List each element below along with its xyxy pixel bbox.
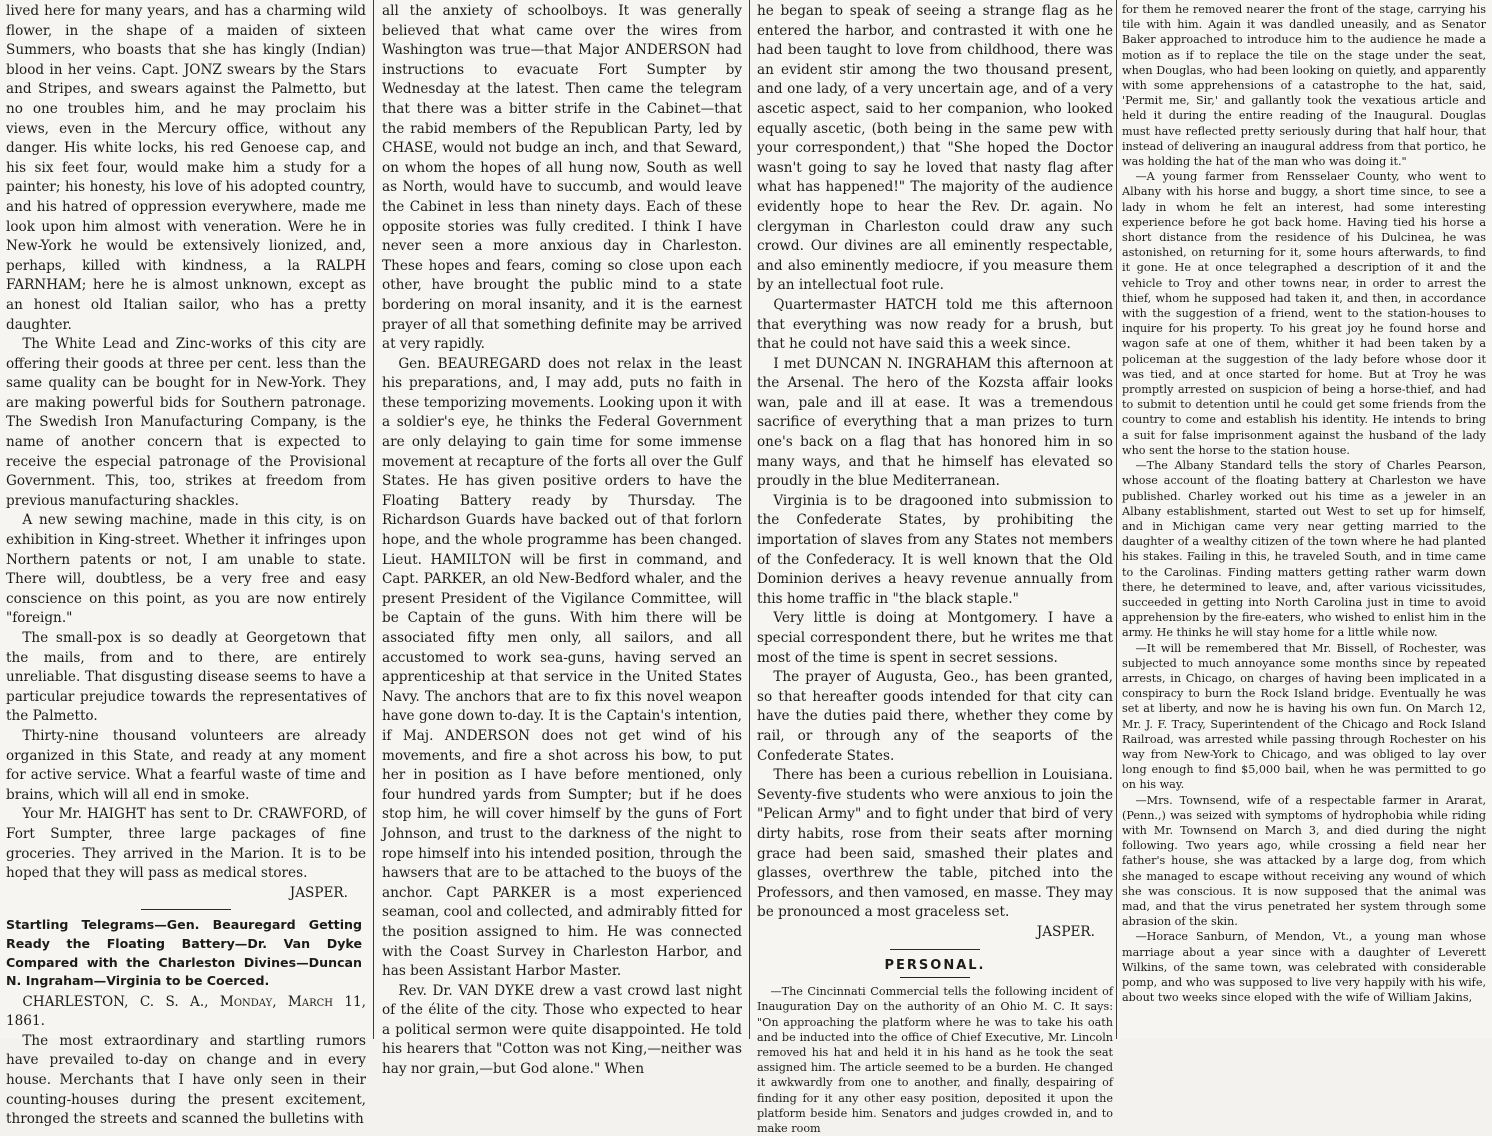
paragraph: Virginia is to be dragooned into submission to the Confederate States, by prohibiting the importation of slaves from any States not members of the Confederacy. It is well known that the Old Dominion derives a heavy revenue annually from this home traffic in "the black staple." xyxy=(757,492,1113,607)
article-headline: Startling Telegrams—Gen. Beauregard Getting Ready the Floating Battery—Dr. Van Dyke Compared with the Charleston Divines—Duncan N. Ingraham—Virginia to be Coerced. xyxy=(6,917,362,989)
paragraph: There has been a curious rebellion in Louisiana. Seventy-five students who were anxious to join the "Pelican Army" and to fight under that bird of very dirty habits, rose from their seats after morning grace had been said, smashed their plates and glasses, overthrew the table, pitched into the Professors, and then vamosed, en masse. They may be pronounced a most graceless set. xyxy=(757,767,1113,921)
section-underline xyxy=(900,977,970,978)
paragraph: lived here for many years, and has a charming wild flower, in the shape of a maiden of sixteen Summers, who boasts that she has kingly (Indian) blood in her veins. Capt. JONZ swears by the Stars and Stripes, and swears against the Palmetto, but no one troubles him, and he may proclaim his views, even in the Mercury office, without any danger. His white locks, his red Genoese cap, and his six feet four, would make him a study for a painter; his honesty, his love of his adopted country, and his hatred of oppression everywhere, made me look upon him almost with veneration. Were he in New-York he would be extensively lionized, and, perhaps, killed with kindness, a la RALPH FARNHAM; here he is almost unknown, except as an honest old Italian sailor, who has a pretty daughter. xyxy=(6,3,366,333)
column-rule xyxy=(1116,0,1117,1039)
paragraph: Thirty-nine thousand volunteers are already organized in this State, and ready at any moment for active service. What a fearful waste of time and brains, which will all end in smoke. xyxy=(6,727,366,803)
column-4 xyxy=(1122,2,1486,1039)
paragraph: —Mrs. Townsend, wife of a respectable farmer in Ararat, (Penn.,) was seized with symptoms of hydrophobia while riding with Mr. Townsend on March 3, and died during the night following. Two years ago, while crossing a field near her father's house, she was attacked by a large dog, from which she managed to escape without receiving any wound of which she was conscious. It is now supposed that the animal was mad, and that the virus penetrated her system through some abrasion of the skin. xyxy=(1122,793,1486,929)
paragraph: Very little is doing at Montgomery. I have a special correspondent there, but he writes me that most of the time is spent in secret sessions. xyxy=(757,610,1113,666)
paragraph: The White Lead and Zinc-works of this city are offering their goods at three per cent. less than the same quality can be bought for in New-York. They are making powerful bids for Southern patronage. The Swedish Iron Manufacturing Company, is the name of another concern that is expected to receive the especial patronage of the Provisional Government. This, too, strikes at freedom from previous manufacturing shackles. xyxy=(6,336,366,509)
paragraph: The most extraordinary and startling rumors have prevailed to-day on change and in every house. Merchants that I have only seen in their counting-houses during the present excitement, thronged the streets and scanned the bulletins with xyxy=(6,1032,366,1128)
paragraph: —The Albany Standard tells the story of Charles Pearson, whose account of the floating battery at Charleston we have published. Charley worked out his time as a jeweler in an Albany establishment, started out West to set up for himself, and in Michigan came very near getting married to the daughter of a wealthy citizen of the town where he had planted his stakes. Failing in this, he traveled South, and in time came to the Carolinas. Finding matters getting rather warm down there, he determined to leave, and, after various vicissitudes, succeeded in getting into North Carolina just in time to avoid apprehension by the fire-eaters, who wished to enlist him in the army. He thinks he will stay home for a little while now. xyxy=(1122,459,1486,640)
column-rule xyxy=(373,0,374,1039)
paragraph: I met DUNCAN N. INGRAHAM this afternoon at the Arsenal. The hero of the Kozsta affair looks wan, pale and ill at ease. It was a tremendous sacrifice of everything that a man prizes to turn one's back on a flag that has honored him in so many ways, and that he himself has elevated so proudly in the blue Mediterranean. xyxy=(757,355,1113,490)
paragraph: A new sewing machine, made in this city, is on exhibition in King-street. Whether it infringes upon Northern patents or not, I am unable to state. There will, doubtless, be a very free and easy conscience on this point, as you are now entirely "foreign." xyxy=(6,512,366,627)
signature: JASPER. xyxy=(289,884,348,901)
column-1 xyxy=(6,2,366,1128)
column-3 xyxy=(757,2,1113,1135)
paragraph: The small-pox is so deadly at Georgetown that the mails, from and to there, are entirely unreliable. That disgusting disease seems to have a particular prejudice towards the representatives of the Palmetto. xyxy=(6,630,366,725)
column-rule xyxy=(749,0,750,1039)
section-title: PERSONAL. xyxy=(884,957,986,973)
paragraph: Quartermaster HATCH told me this afternoon that everything was now ready for a brush, but that he could not have said this a week since. xyxy=(757,296,1113,353)
paragraph: —A young farmer from Rensselaer County, who went to Albany with his horse and buggy, a short time since, to see a lady in whom he felt an interest, had some interesting experience before he got back home. Having tied his horse a short distance from the residence of his Dulcinea, he was astonished, on returning for it, some hours afterwards, to find it gone. He at once telegraphed a description of it and the vehicle to Troy and other towns near, in order to arrest the thief, whom he supposed had taken it, and then, in accordance with the suggestion of a friend, went to the station-houses to inquire for his property. To his great joy he found horse and wagon safe at one of them, whither it had been taken by a policeman at the suggestion of the lady before whose door it was tied, and at once started for home. But at Troy he was promptly arrested on suspicion of being a horse-thief, and had to submit to detention until he could get some friends from the country to come and establish his identity. He intends to bring a suit for false imprisonment against the husband of the lady who sent the horse to the station house. xyxy=(1122,170,1486,457)
paragraph: —The Cincinnati Commercial tells the following incident of Inauguration Day on the authority of an Ohio M. C. It says: "On approaching the platform where he was to take his oath and be inducted into the office of Chief Executive, Mr. Lincoln removed his hat and held it in his hand as he took the seat assigned him. The article seemed to be a burden. He changed it awkwardly from one to another, and finally, despairing of finding for it any other easy position, deposited it upon the platform beside him. Senators and judges crowded in, and to make room xyxy=(757,985,1113,1135)
paragraph: —It will be remembered that Mr. Bissell, of Rochester, was subjected to much annoyance some months since by repeated arrests, in Chicago, on charges of having been implicated in a conspiracy to burn the Rock Island bridge. Eventually he was set at liberty, and now he is having his own fun. On March 12, Mr. J. F. Tracy, Superintendent of the Chicago and Rock Island Railroad, was arrested while passing through Rochester on his way from New-York to Chicago, and was obliged to lay over long enough to find $5,000 bail, when he was permitted to go on his way. xyxy=(1122,641,1486,792)
paragraph: Gen. BEAUREGARD does not relax in the least his preparations, and, I may add, puts no faith in these temporizing movements. Looking upon it with a soldier's eye, he thinks the Federal Government are only delaying to gain time for some immense movement at recapture of the forts all over the Gulf States. He has given positive orders to have the Floating Battery ready by Thursday. The Richardson Guards have backed out of that forlorn hope, and the whole programme has been changed. Lieut. HAMILTON will be first in command, and Capt. PARKER, an old New-Bedford whaler, and the present President of the Vigilance Committee, will be Captain of the guns. With him there will be associated fifty men only, all sailors, and all accustomed to work sea-guns, having served an apprenticeship at that service in the United States Navy. The anchors that are to fix this novel weapon have gone down to-day. It is the Captain's intention, if Maj. ANDERSON does not get wind of his movements, and fire a shot across his bow, to put her in position as I have before mentioned, only four hundred yards from Sumpter; but if he does stop him, he will cover himself by the guns of Fort Johnson, and trust to the darkness of the night to rope himself into his intended position, through the hawsers that are to be attached to the buoys of the anchor. Capt PARKER is a most experienced seaman, cool and collected, and admirably fitted for the position assigned to him. He was connected with the Coast Survey in Charleston Harbor, and has been Assistant Harbor Master. xyxy=(382,355,742,980)
column-2 xyxy=(382,2,742,1078)
paragraph: The prayer of Augusta, Geo., has been granted, so that hereafter goods intended for that city can have the duties paid there, whether they come by rail, or through any of the seaports of the Confederate States. xyxy=(757,669,1113,764)
dateline: CHARLESTON, C. S. A., Monday, March 11, 1861. xyxy=(6,993,366,1030)
paragraph: for them he removed nearer the front of the stage, carrying his tile with him. Again it was dandled uneasily, and as Senator Baker approached to introduce him to the audience he made a motion as if to replace the tile on the stage under the seat, when Douglas, who had been looking on quietly, and apparently with some apprehensions of a catastrophe to the hat, said, 'Permit me, Sir,' and gallantly took the vexatious article and held it during the entire reading of the Inaugural. Douglas must have reflected pretty seriously during that half hour, that instead of delivering an inaugural address from that portico, he was holding the hat of the man who was doing it." xyxy=(1122,3,1486,169)
section-heading xyxy=(757,956,1113,979)
paragraph: —Horace Sanburn, of Mendon, Vt., a young man whose marriage about a year since with a daughter of Leverett Wilkins, of the same town, was celebrated with considerable pomp, and who was supposed to live very happily with his wife, about two weeks since eloped with the wife of William Jakins, xyxy=(1122,930,1486,1005)
separator xyxy=(890,949,980,950)
paragraph: Rev. Dr. VAN DYKE drew a vast crowd last night of the élite of the city. Those who expected to hear a political sermon were quite disappointed. He told his hearers that "Cotton was not King,—neither was hay nor grain,—but God alone." When xyxy=(382,982,742,1078)
paragraph: Your Mr. HAIGHT has sent to Dr. CRAWFORD, of Fort Sumpter, three large packages of fine groceries. They arrived in the Marion. It is to be hoped that they will pass as medical stores. xyxy=(6,806,366,882)
separator xyxy=(141,909,231,910)
paragraph: he began to speak of seeing a strange flag as he entered the harbor, and contrasted it with one he had been taught to love from childhood, there was an evident stir among the two thousand present, and one lady, of a very uncertain age, and of a very ascetic aspect, said to her companion, who looked equally ascetic, (both being in the same pew with your correspondent,) that "She hoped the Doctor wasn't going to say he loved that nasty flag after what has happened!" The majority of the audience evidently hope to hear the Rev. Dr. again. No clergyman in Charleston could draw any such crowd. Our divines are all eminently respectable, and also eminently mediocre, if you measure them by an intellectual foot rule. xyxy=(757,3,1113,294)
paragraph: all the anxiety of schoolboys. It was generally believed that what came over the wires from Washington was true—that Major ANDERSON had instructions to evacuate Fort Sumpter by Wednesday at the latest. Then came the telegram that there was a bitter strife in the Cabinet—that the rabid members of the Republican Party, led by CHASE, would not budge an inch, and that Seward, on whom the hopes of all hung now, South as well as North, would have to succumb, and would leave the Cabinet in less than ninety days. Each of these opposite stories was fully credited. I think I have never seen a more anxious day in Charleston. These hopes and fears, coming so close upon each other, have brought the public mind to a state bordering on moral insanity, and it is the earnest prayer of all that something definite may be arrived at very rapidly. xyxy=(382,3,742,353)
signature: JASPER. xyxy=(1036,923,1095,940)
